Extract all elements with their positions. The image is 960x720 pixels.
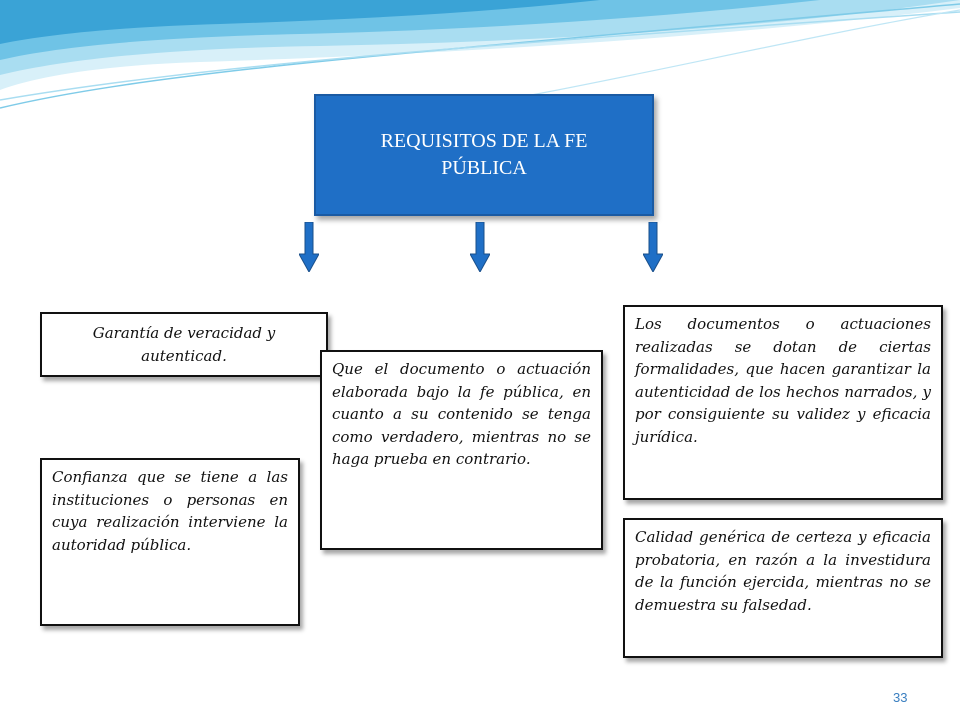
arrow-down-icon (299, 222, 319, 272)
box-veracity-text: Garantía de veracidad y autenticad. (92, 324, 276, 365)
box-formalities (623, 305, 943, 500)
page-number: 33 (893, 690, 908, 705)
box-formalities-text: Los documentos o actuaciones realizadas se dotan de ciertas formalidades, que hacen garantizar la autenticidad de los hechos narrados, y por consiguiente su validez y eficacia jurídica. (635, 315, 931, 446)
arrow-down-icon (470, 222, 490, 272)
diagram-title: REQUISITOS DE LA FE PÚBLICA (380, 130, 588, 179)
arrow-down-icon (643, 222, 663, 272)
title-box (314, 94, 654, 216)
box-trust-text: Confianza que se tiene a las instituciones o personas en cuya realización interviene la autoridad pública. (52, 468, 288, 554)
box-veracity (40, 312, 328, 377)
box-generic-quality (623, 518, 943, 658)
box-trust (40, 458, 300, 626)
box-document-truth-text: Que el documento o actuación elaborada bajo la fe pública, en cuanto a su contenido se tenga como verdadero, mientras no se haga prueba en contrario. (332, 360, 591, 468)
box-document-truth (320, 350, 603, 550)
box-generic-quality-text: Calidad genérica de certeza y eficacia probatoria, en razón a la investidura de la función ejercida, mientras no se demuestra su falsedad. (635, 528, 931, 614)
